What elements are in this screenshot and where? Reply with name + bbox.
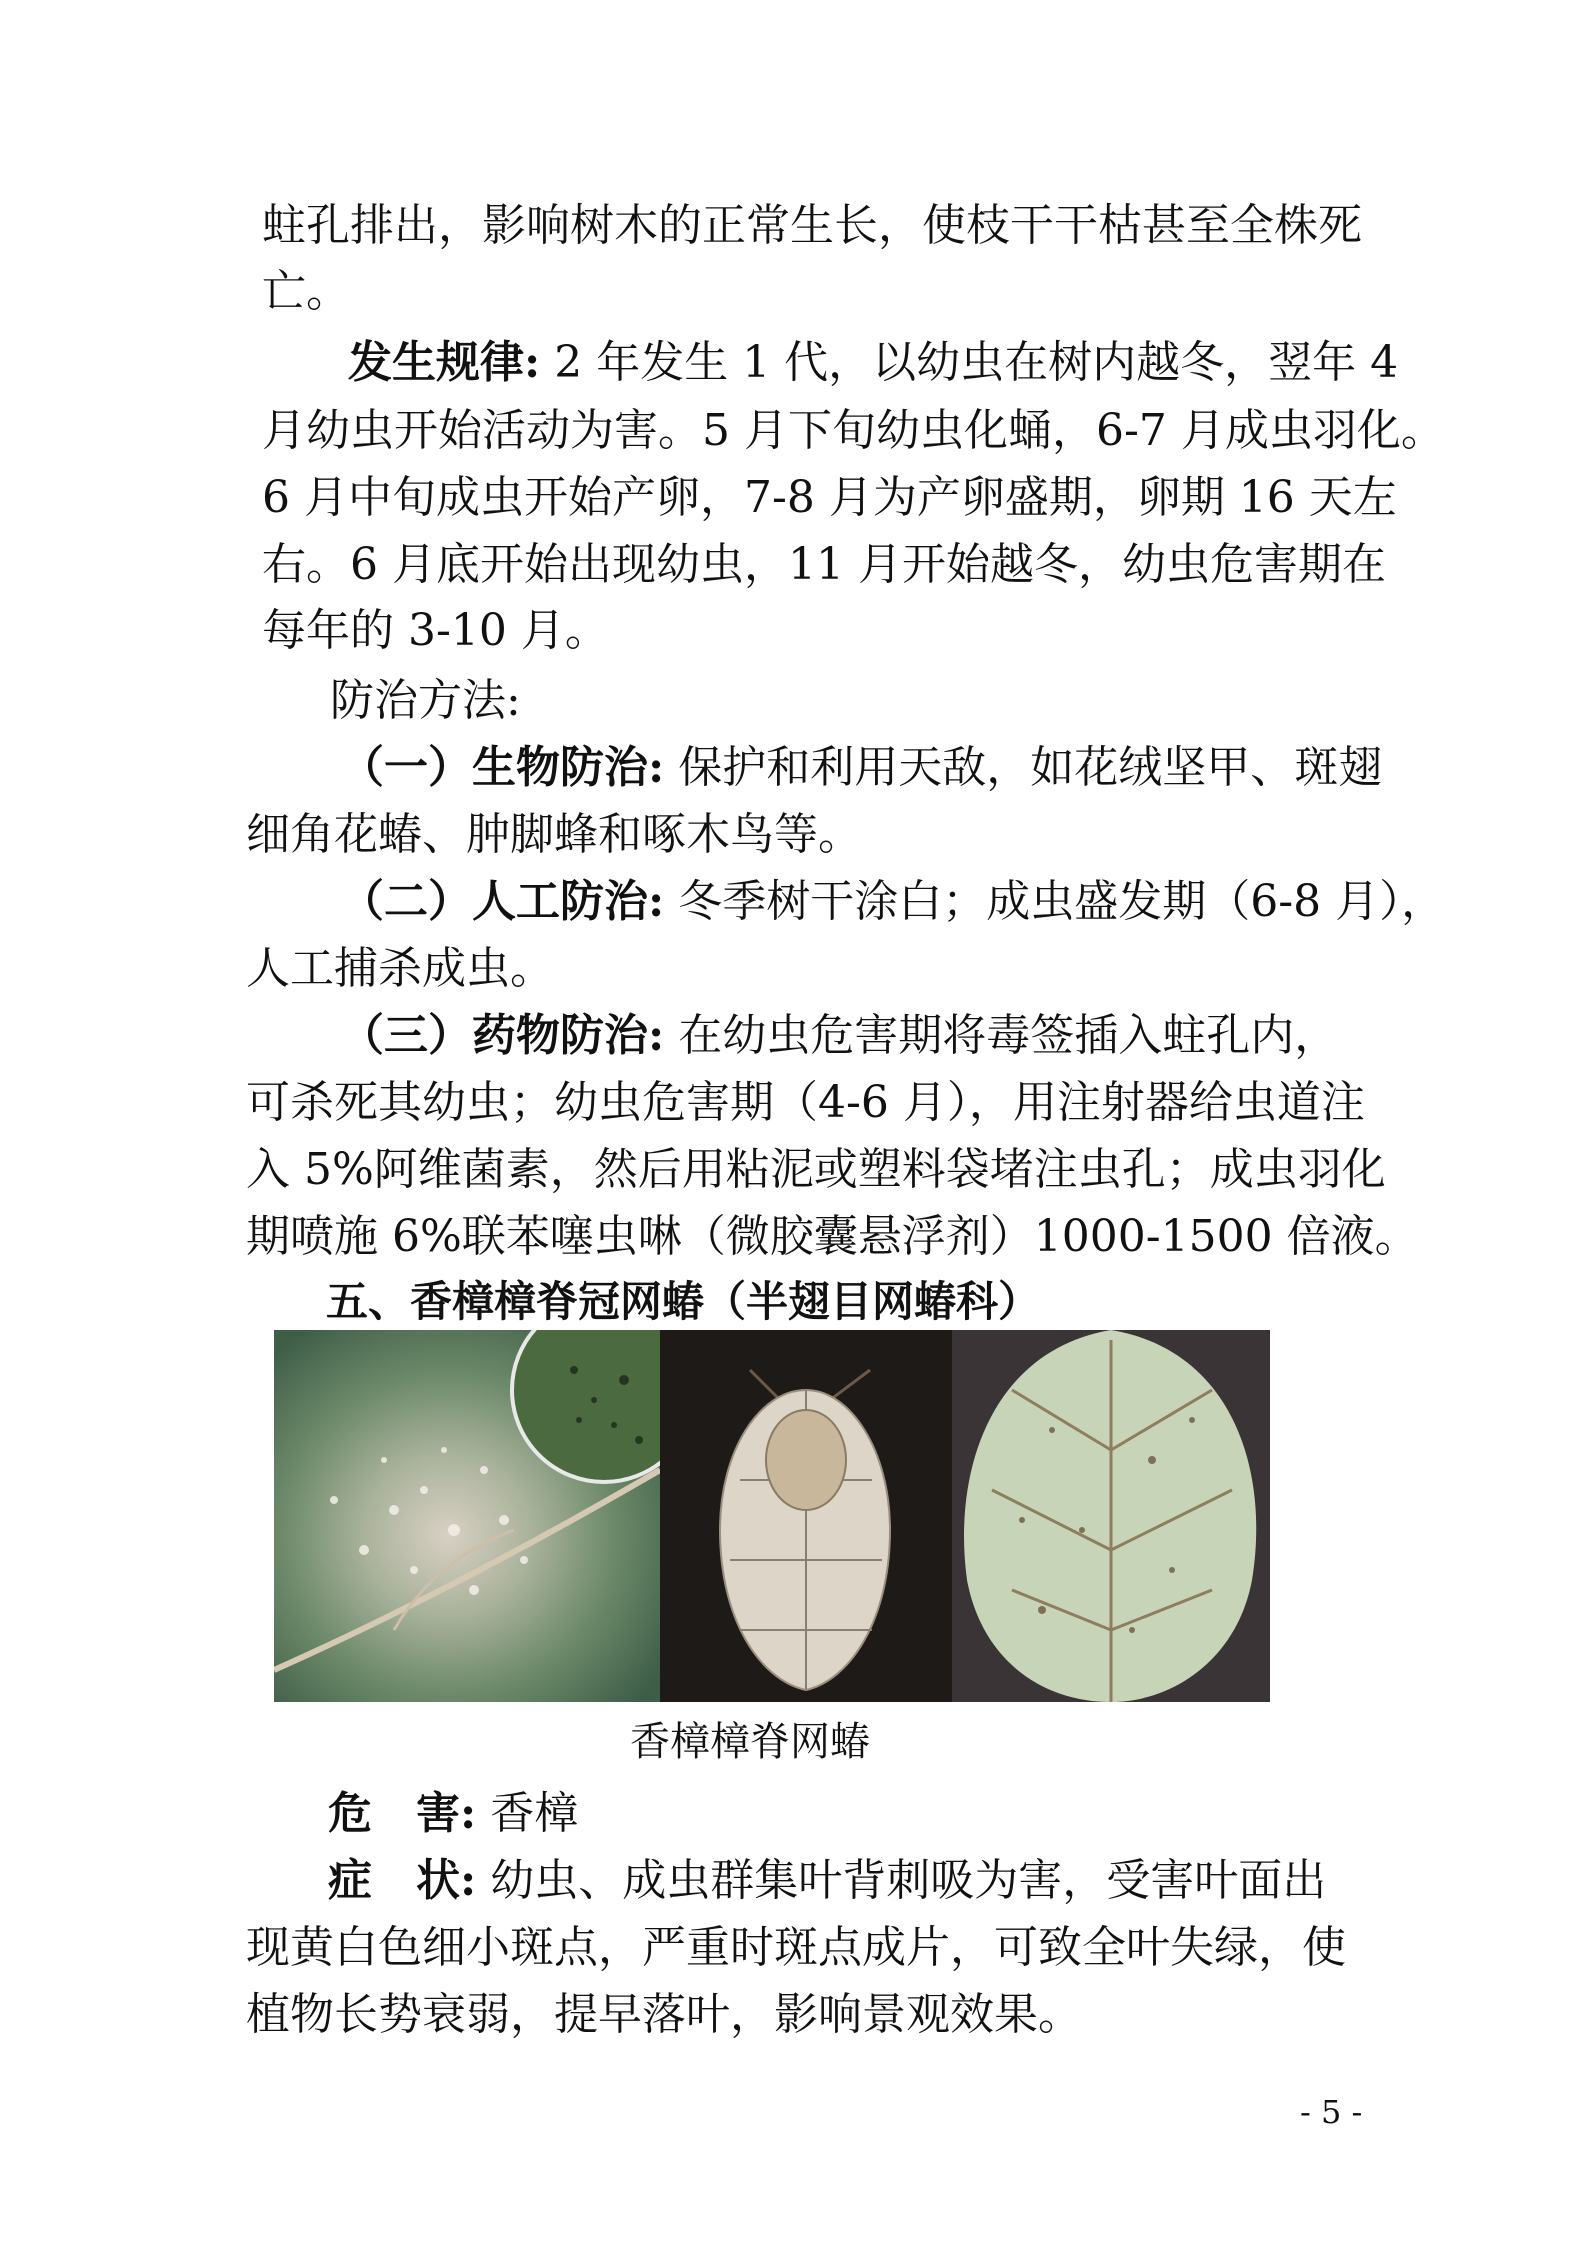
control-title: 防治方法: [330,675,521,726]
section-heading: 五、香樟樟脊冠网蝽（半翅目网蝽科） [326,1277,1041,1326]
control-item-label: （二）人工防治: [340,876,665,927]
text-line: 亡。 [262,266,350,317]
text-line: 每年的 3-10 月。 [262,605,609,656]
text-line: 现黄白色细小斑点，严重时斑点成片，可致全叶失绿，使 [246,1922,1346,1973]
control-item-2 [340,872,1445,932]
harm-line [328,1784,578,1844]
control-item-label: （三）药物防治: [340,1010,665,1061]
page-number: - 5 - [1300,2093,1363,2131]
text-line: 蛀孔排出，影响树木的正常生长，使枝干干枯甚至全株死 [262,200,1362,251]
symptom-label: 症 状: [328,1855,477,1906]
control-item-label: （一）生物防治: [340,742,665,793]
control-item-text: 保护和利用天敌，如花绒坚甲、斑翅 [664,742,1383,793]
symptom-text: 幼虫、成虫群集叶背刺吸为害，受害叶面出 [476,1855,1327,1906]
text-line: 右。6 月底开始出现幼虫，11 月开始越冬，幼虫危害期在 [262,539,1386,590]
text-line: 入 5%阿维菌素，然后用粘泥或塑料袋堵注虫孔；成虫羽化 [246,1144,1386,1195]
text-line: 月幼虫开始活动为害。5 月下旬幼虫化蛹，6-7 月成虫羽化。 [262,405,1445,456]
control-item-3 [340,1006,1338,1066]
occurrence-paragraph [348,333,1398,393]
figure-photos [274,1330,1270,1702]
occurrence-text: 2 年发生 1 代，以幼虫在树内越冬，翌年 4 [540,337,1399,388]
figure-caption: 香樟樟脊网蝽 [630,1719,870,1765]
text-line: 可杀死其幼虫；幼虫危害期（4-6 月），用注射器给虫道注 [246,1077,1365,1128]
text-line: 人工捕杀成虫。 [246,943,554,994]
text-line: 6 月中旬成虫开始产卵，7-8 月为产卵盛期，卵期 16 天左 [262,472,1397,523]
control-item-text: 冬季树干涂白；成虫盛发期（6-8 月）， [664,876,1446,927]
damaged-leaf-photo [952,1330,1270,1702]
text-line: 植物长势衰弱，提早落叶，影响景观效果。 [246,1989,1082,2040]
harm-label: 危 害: [328,1788,477,1839]
occurrence-label: 发生规律: [348,337,541,388]
control-item-text: 在幼虫危害期将毒签插入蛀孔内， [664,1010,1339,1061]
lace-bug-photo [660,1330,952,1702]
symptom-line [328,1851,1326,1911]
text-line: 细角花蝽、肿脚蜂和啄木鸟等。 [246,809,862,860]
harm-text: 香樟 [476,1788,579,1839]
leaf-damage-photo [274,1330,660,1702]
text-line: 期喷施 6%联苯噻虫啉（微胶囊悬浮剂）1000-1500 倍液。 [246,1211,1419,1262]
control-item-1 [340,738,1382,798]
